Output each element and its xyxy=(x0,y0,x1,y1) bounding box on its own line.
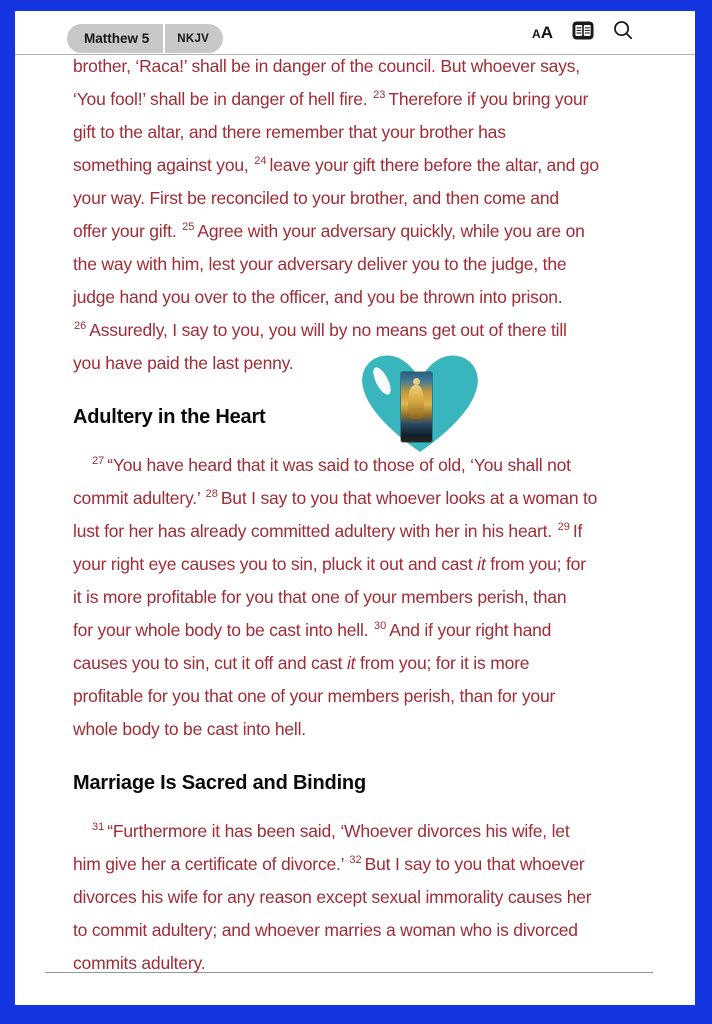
scripture-text xyxy=(73,11,657,980)
scripture-line: $^{31}$ “Furthermore it has been said, ‘Whoever divorces his wife, let xyxy=(92,821,570,841)
scripture-line: to commit adultery; and whoever marries a woman who is divorced xyxy=(73,920,578,940)
scripture-line: the way with him, lest your adversary deliver you to the judge, the xyxy=(73,254,567,274)
reader-header xyxy=(15,11,695,55)
verse-number: 27 xyxy=(92,455,105,468)
scripture-line: $^{26}$ Assuredly, I say to you, you will by no means get out of there till xyxy=(74,320,567,340)
verse-paragraph[interactable] xyxy=(73,449,657,746)
verse-number: 31 xyxy=(92,821,105,834)
photo-sticker xyxy=(401,372,432,442)
scripture-line: whole body to be cast into hell. xyxy=(73,719,306,739)
reference-pill xyxy=(67,24,223,53)
verse-number: 30 xyxy=(373,620,387,633)
scripture-line: causes you to sin, cut it off and cast it from you; for it is more xyxy=(73,653,530,673)
figure-body xyxy=(408,385,424,419)
scripture-line: ‘You fool!’ shall be in danger of hell fire. $^{23}$ Therefore if you bring your xyxy=(73,89,589,109)
scripture-line: offer your gift. $^{25}$ Agree with your adversary quickly, while you are on xyxy=(73,221,585,241)
scripture-line: lust for her has already committed adultery with her in his heart. $^{29}$ If xyxy=(73,521,583,541)
scripture-line: you have paid the last penny. xyxy=(73,353,294,373)
scripture-line: profitable for you that one of your members perish, than for your xyxy=(73,686,556,706)
scripture-line: something against you, $^{24}$ leave your gift there before the altar, and go xyxy=(73,155,599,175)
bible-page xyxy=(15,11,695,1005)
section-heading: Marriage Is Sacred and Binding xyxy=(73,772,366,794)
verse-paragraph[interactable] xyxy=(73,815,657,980)
translation-button[interactable] xyxy=(165,24,223,53)
scripture-line: your way. First be reconciled to your brother, and then come and xyxy=(73,188,559,208)
verse-number: 29 xyxy=(557,521,570,534)
translation-label: NKJV xyxy=(177,32,210,45)
scripture-line: commits adultery. xyxy=(73,953,206,973)
verse-number: 25 xyxy=(182,221,195,234)
verse-number: 23 xyxy=(373,89,386,102)
verse-number: 24 xyxy=(254,155,267,168)
reader-icon[interactable] xyxy=(572,21,594,45)
figure-head xyxy=(413,378,420,385)
heart-sticker xyxy=(357,346,483,456)
verse-paragraph[interactable] xyxy=(73,50,657,380)
scripture-line: commit adultery.’ $^{28}$ But I say to you that whoever looks at a woman to xyxy=(73,488,598,508)
verse-number: 28 xyxy=(205,488,218,501)
header-icons xyxy=(532,11,633,54)
scripture-line: divorces his wife for any reason except sexual immorality causes her xyxy=(73,887,592,907)
scripture-line: him give her a certificate of divorce.’ $^{32}$ But I say to you that whoever xyxy=(73,854,585,874)
scripture-line: judge hand you over to the officer, and you be thrown into prison. xyxy=(73,287,563,307)
section-heading: Adultery in the Heart xyxy=(73,406,266,428)
book-chapter-label: Matthew 5 xyxy=(84,31,150,46)
search-icon[interactable] xyxy=(613,20,633,45)
book-chapter-button[interactable] xyxy=(67,24,163,53)
scripture-line: brother, ‘Raca!’ shall be in danger of the council. But whoever says, xyxy=(73,56,580,76)
scripture-line: gift to the altar, and there remember that your brother has xyxy=(73,122,506,142)
scripture-line: for your whole body to be cast into hell. $^{30}$ And if your right hand xyxy=(73,620,552,640)
scripture-line: $^{27}$ “You have heard that it was said to those of old, ‘You shall not xyxy=(92,455,571,475)
verse-number: 32 xyxy=(349,854,362,867)
scripture-line: your right eye causes you to sin, pluck it out and cast it from you; for xyxy=(73,554,586,574)
scripture-line: it is more profitable for you that one of your members perish, than xyxy=(73,587,567,607)
verse-number: 26 xyxy=(74,320,87,333)
font-size-icon[interactable]: A A xyxy=(532,23,553,42)
